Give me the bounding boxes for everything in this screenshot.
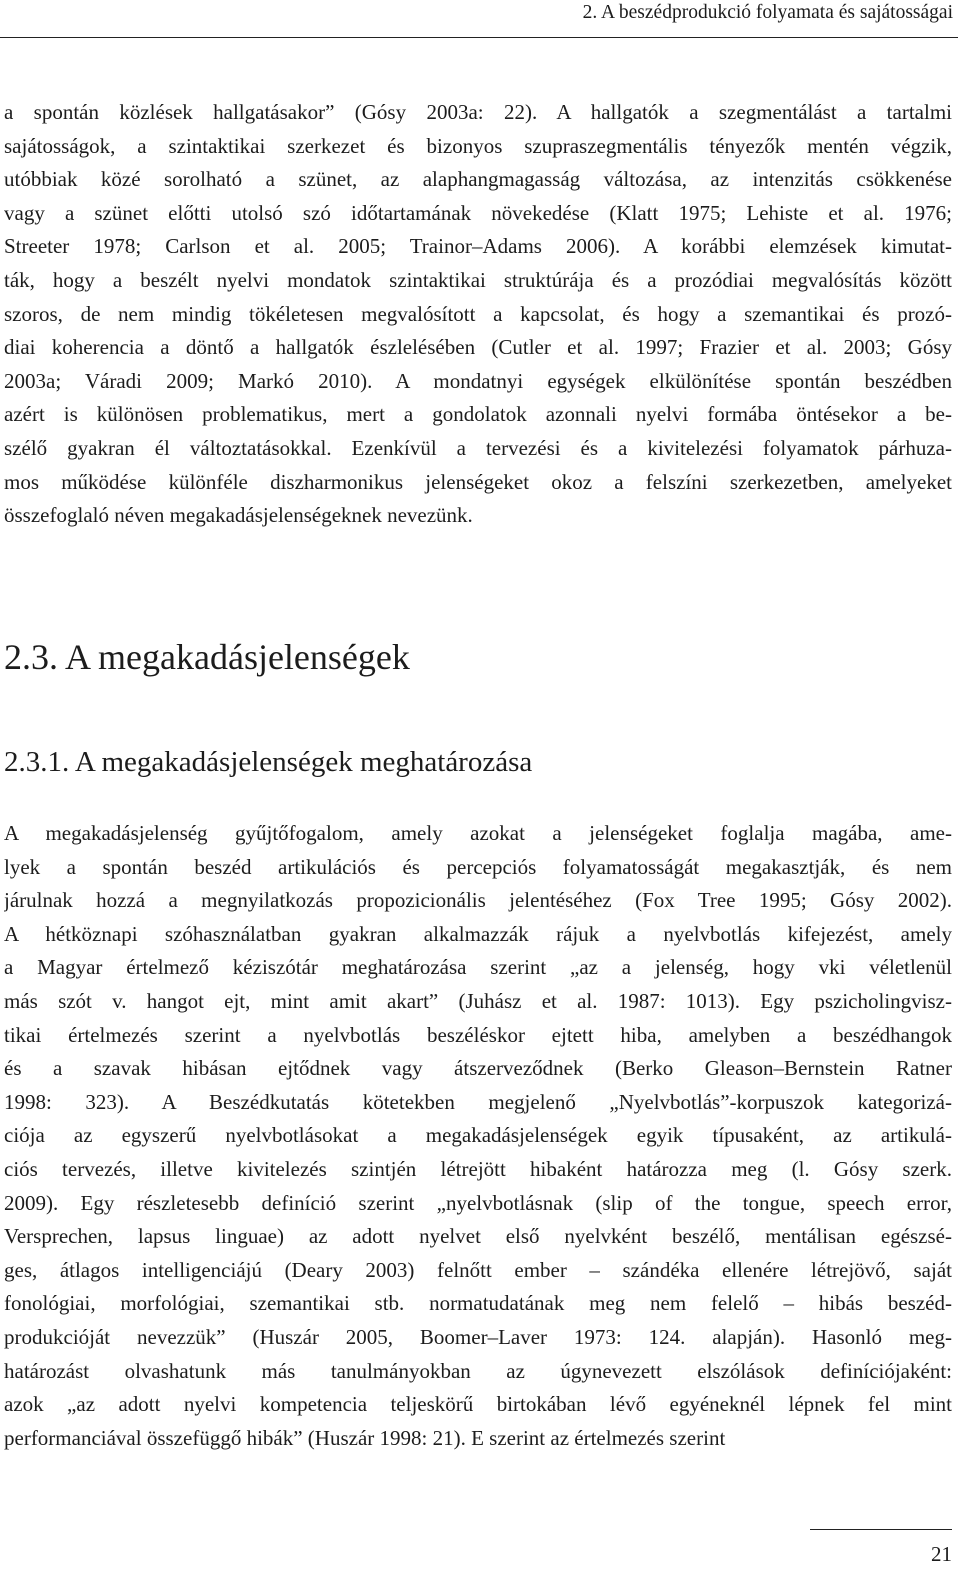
running-header bbox=[0, 0, 953, 34]
text-line: ták, hogy a beszélt nyelvi mondatok szintaktikai struktúrája és a prozódiai megvalósítás között bbox=[4, 267, 952, 292]
section-heading: 2.3. A megakadásjelenségek bbox=[4, 637, 410, 677]
text-line: mos működése különféle diszharmonikus jelenségeket okoz a felszíni szerkezetben, amelyeket bbox=[4, 469, 952, 494]
text-line: produkcióját nevezzük” (Huszár 2005, Boomer–Laver 1973: 124. alapján). Hasonló meg- bbox=[4, 1324, 952, 1349]
text-line: 2009). Egy részletesebb definíció szerint „nyelvbotlásnak (slip of the tongue, speech error, bbox=[4, 1190, 952, 1215]
text-line: ciós tervezés, illetve kivitelezés szintjén létrejött hibaként határozza meg (l. Gósy szerk. bbox=[4, 1156, 952, 1181]
text-line: Streeter 1978; Carlson et al. 2005; Trainor–Adams 2006). A korábbi elemzések kimutat- bbox=[4, 234, 952, 259]
text-line: diai koherencia a döntő a hallgatók észlelésében (Cutler et al. 1997; Frazier et al. 2003; Gósy bbox=[4, 335, 952, 360]
text-line: azok „az adott nyelvi kompetencia teljeskörű birtokában lévő egyéneknél lépnek fel mint bbox=[4, 1392, 952, 1417]
text-line: a spontán közlések hallgatásakor” (Gósy 2003a: 22). A hallgatók a szegmentálást a tartalmi bbox=[4, 100, 952, 124]
text-line: performanciával összefüggő hibák” (Huszár 1998: 21). E szerint az értelmezés szerint bbox=[4, 1425, 726, 1450]
text-line: szoros, de nem mindig tökéletesen megvalósított a kapcsolat, és hogy a szemantikai és prozó- bbox=[4, 301, 952, 326]
text-line: A hétköznapi szóhasználatban gyakran alkalmazzák rájuk a nyelvbotlás kifejezést, amely bbox=[4, 921, 952, 946]
text-line: utóbbiak közé sorolható a szünet, az alaphangmagasság változása, az intenzitás csökkenése bbox=[4, 167, 952, 192]
page-number: 21 bbox=[931, 1542, 952, 1566]
text-line: a Magyar értelmező kéziszótár meghatározása szerint „az a jelenség, hogy vki véletlenül bbox=[4, 955, 952, 980]
subsection-heading: 2.3.1. A megakadásjelenségek meghatározása bbox=[4, 746, 533, 778]
text-line: határozást olvashatunk más tanulmányokban az úgynevezett elszólások definíciójaként: bbox=[4, 1358, 952, 1383]
text-line: 1998: 323). A Beszédkutatás kötetekben megjelenő „Nyelvbotlás”-korpuszok kategorizá- bbox=[4, 1089, 952, 1114]
paragraph-intro bbox=[4, 96, 952, 533]
text-line: lyek a spontán beszéd artikulációs és percepciós folyamatosságát megakasztják, és nem bbox=[4, 854, 952, 879]
paragraph-definition bbox=[4, 817, 952, 1455]
footer-rule bbox=[810, 1529, 952, 1530]
text-line: más szót v. hangot ejt, mint amit akart” (Juhász et al. 1987: 1013). Egy pszicholingvisz- bbox=[4, 988, 952, 1013]
text-line: szélő gyakran él változtatásokkal. Ezenkívül a tervezési és a kivitelezési folyamatok párhuza- bbox=[4, 435, 952, 460]
text-line: járulnak hozzá a megnyilatkozás propozicionális jelentéséhez (Fox Tree 1995; Gósy 2002). bbox=[4, 888, 952, 913]
header-rule bbox=[0, 37, 958, 38]
text-line: azért is különösen problematikus, mert a gondolatok azonnali nyelvi formába öntésekor a be- bbox=[4, 402, 952, 427]
text-line: ges, átlagos intelligenciájú (Deary 2003) felnőtt ember – szándéka ellenére létrejövő, saját bbox=[4, 1257, 952, 1282]
text-line: 2003a; Váradi 2009; Markó 2010). A mondatnyi egységek elkülönítése spontán beszédben bbox=[4, 368, 952, 393]
text-line: sajátosságok, a szintaktikai szerkezet és bizonyos szupraszegmentális tényezők mentén végzik, bbox=[4, 133, 952, 158]
text-line: fonológiai, morfológiai, szemantikai stb. normatudatának meg nem felelő – hibás beszéd- bbox=[4, 1291, 952, 1316]
running-title: 2. A beszédprodukció folyamata és sajátosságai bbox=[582, 2, 953, 23]
text-line: összefoglaló néven megakadásjelenségeknek nevezünk. bbox=[4, 503, 473, 528]
text-line: Versprechen, lapsus linguae) az adott nyelvet első nyelvként beszélő, mentálisan egészsé- bbox=[4, 1224, 952, 1249]
text-line: ciója az egyszerű nyelvbotlásokat a megakadásjelenségek egyik típusaként, az artikulá- bbox=[4, 1123, 952, 1148]
text-line: és a szavak hibásan ejtődnek vagy átszerveződnek (Berko Gleason–Bernstein Ratner bbox=[4, 1056, 952, 1081]
text-line: vagy a szünet előtti utolsó szó időtartamának növekedése (Klatt 1975; Lehiste et al. 1976; bbox=[4, 200, 952, 225]
text-line: tikai értelmezés szerint a nyelvbotlás beszéléskor ejtett hiba, amelyben a beszédhangok bbox=[4, 1022, 952, 1047]
text-line: A megakadásjelenség gyűjtőfogalom, amely azokat a jelenségeket foglalja magába, ame- bbox=[4, 821, 952, 845]
